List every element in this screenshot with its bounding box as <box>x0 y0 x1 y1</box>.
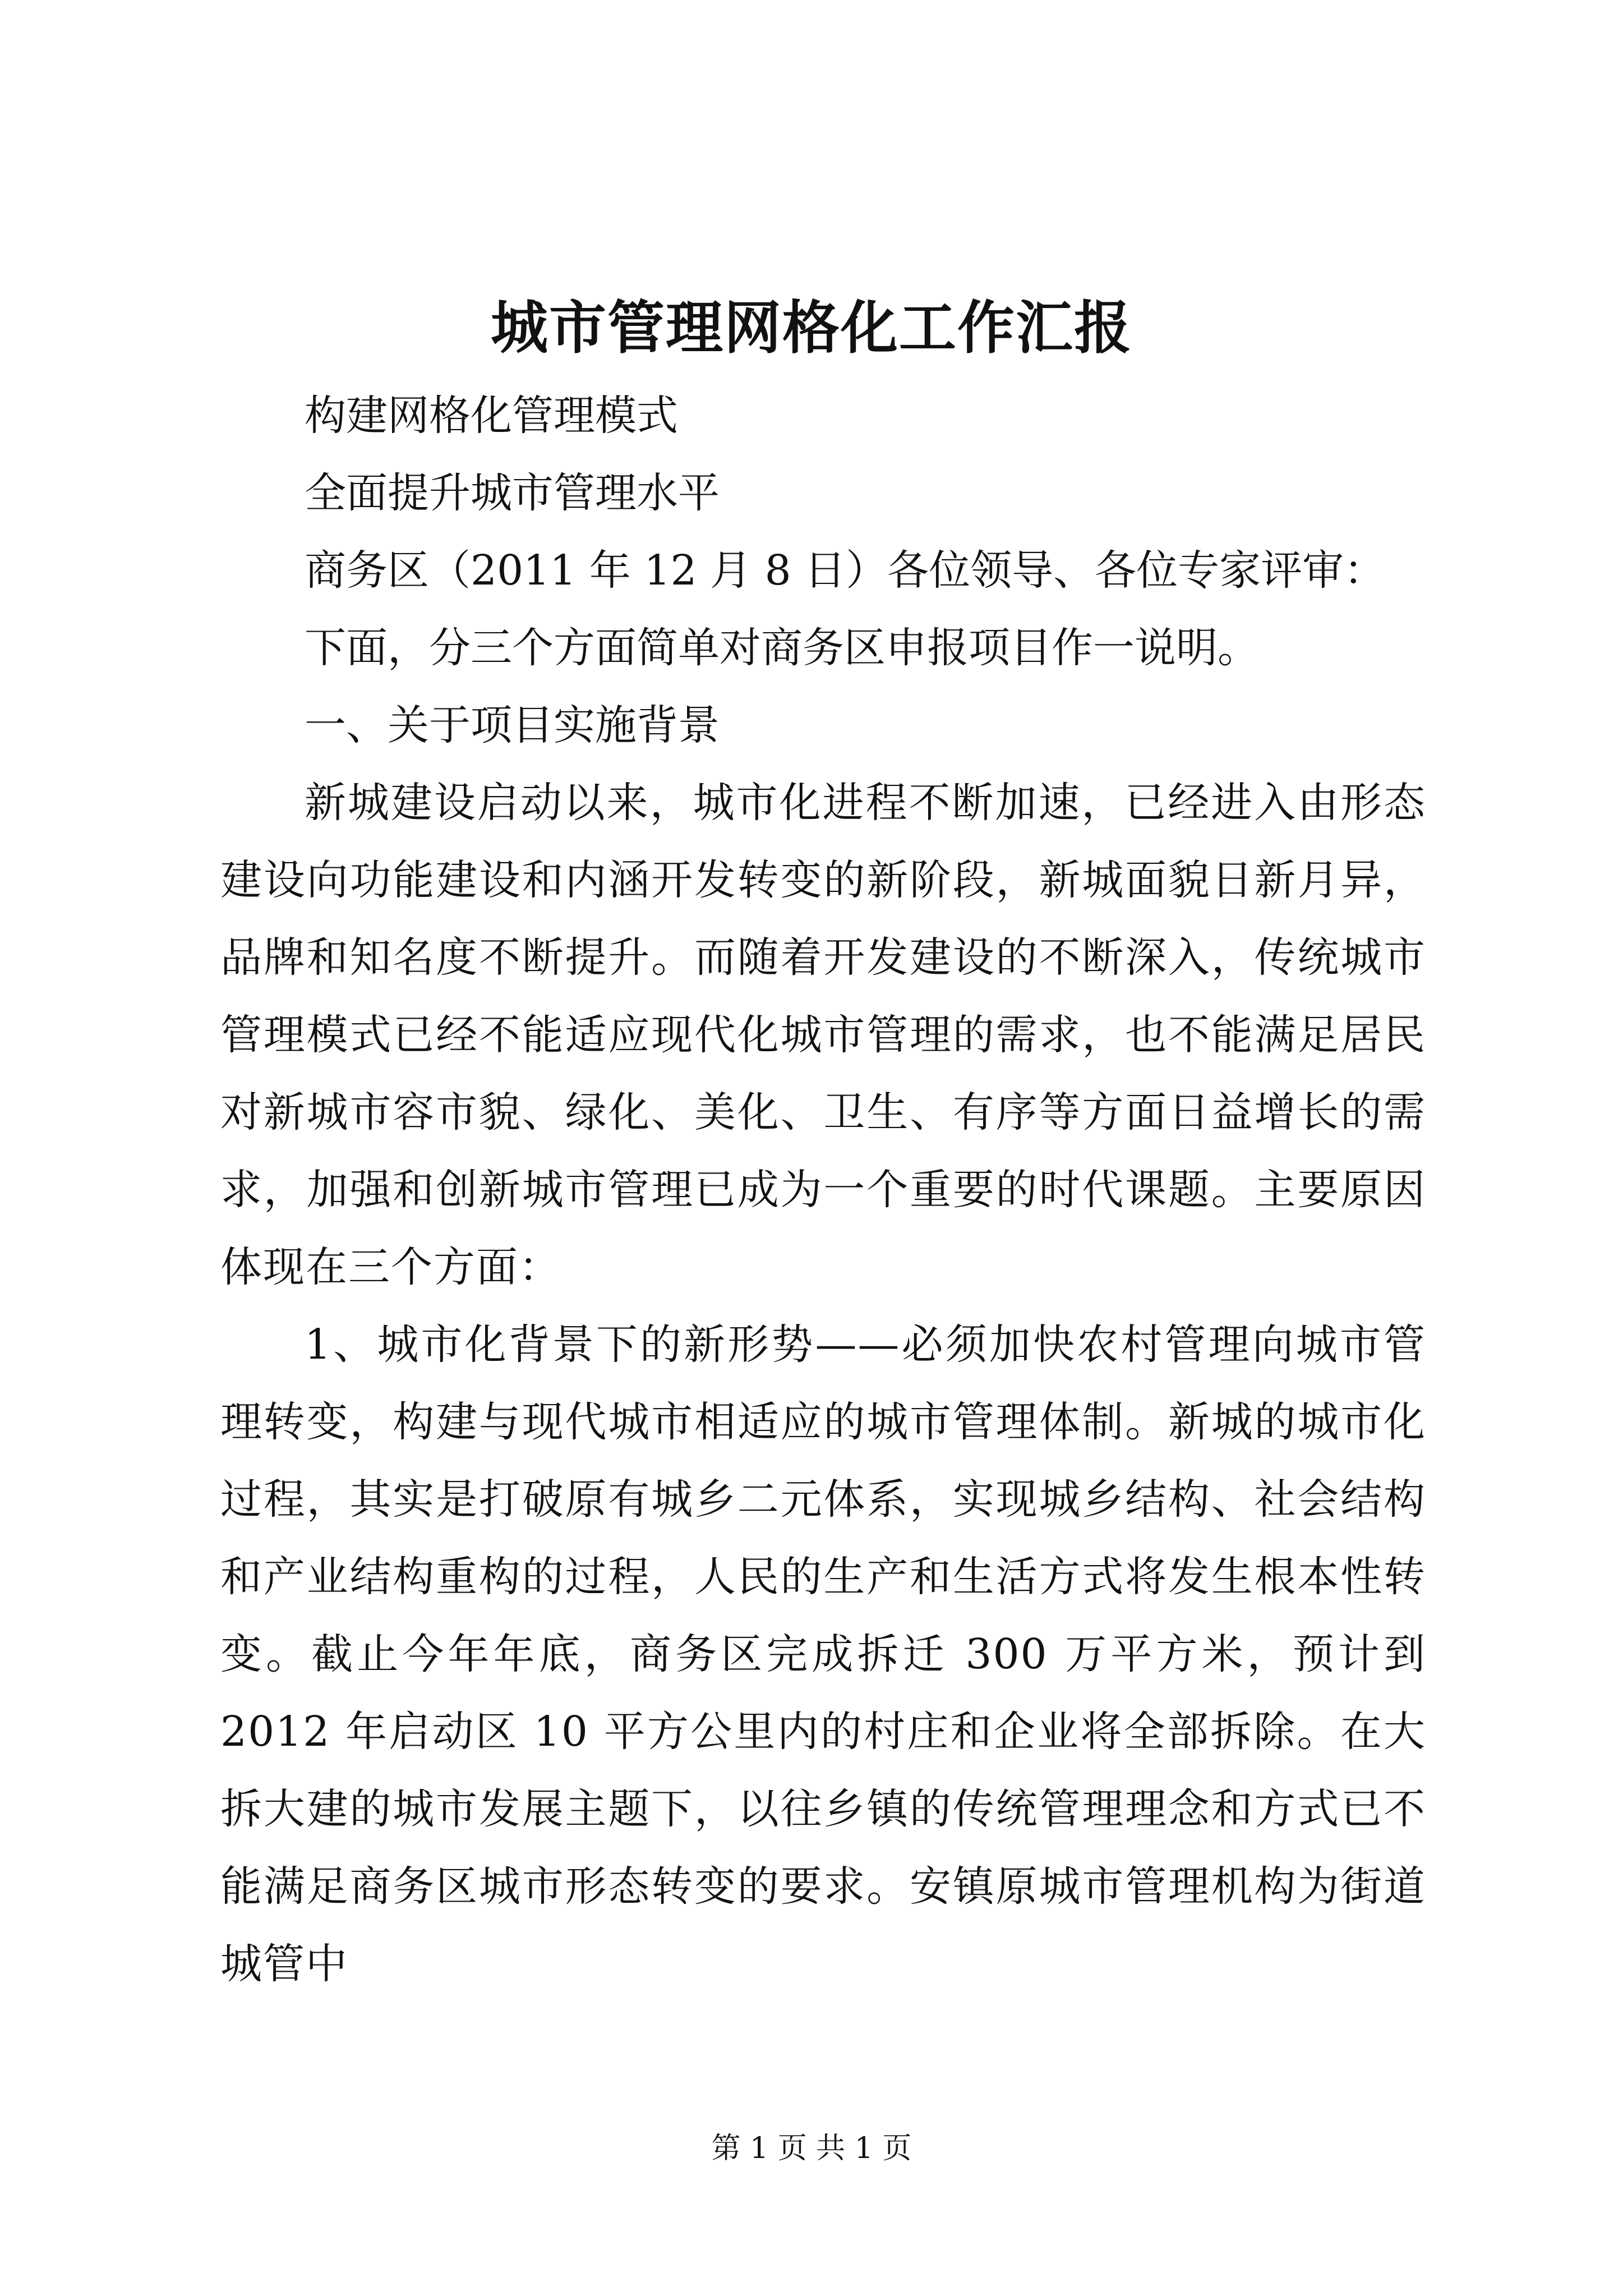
document-body <box>220 377 1426 2003</box>
page-footer: 第 1 页 共 1 页 <box>711 2132 912 2165</box>
subtitle-line-2: 全面提升城市管理水平 <box>305 469 720 517</box>
document-title: 城市管理网格化工作汇报 <box>491 295 1132 362</box>
body-paragraph-1: 新城建设启动以来，城市化进程不断加速，已经进入由形态建设向功能建设和内涵开发转变的新阶段，新城面貌日新月异，品牌和知名度不断提升。而随着开发建设的不断深入，传统城市管理模式已经不能适应现代化城市管理的需求，也不能满足居民对新城市容市貌、绿化、美化、卫生、有序等方面日益增长的需求，加强和创新城市管理已成为一个重要的时代课题。主要原因体现在三个方面： <box>220 779 1426 1291</box>
body-paragraph-2: 1、城市化背景下的新形势——必须加快农村管理向城市管理转变，构建与现代城市相适应的城市管理体制。新城的城市化过程，其实是打破原有城乡二元体系，实现城乡结构、社会结构和产业结构重构的过程，人民的生产和生活方式将发生根本性转变。截止今年年底，商务区完成拆迁 300 万平方米，预计到 2012 年启动区 10 平方公里内的村庄和企业将全部拆除。在大拆大建的城市发展主题下，以往乡镇的传统管理理念和方式已不能满足商务区城市形态转变的要求。安镇原城市管理机构为街道城管中 <box>220 1320 1426 1988</box>
section-heading: 一、关于项目实施背景 <box>305 701 720 749</box>
intro-line: 下面，分三个方面简单对商务区申报项目作一说明。 <box>305 624 1259 672</box>
subtitle-line-1: 构建网格化管理模式 <box>305 392 678 440</box>
date-greeting-line: 商务区（2011 年 12 月 8 日）各位领导、各位专家评审： <box>305 546 1386 595</box>
